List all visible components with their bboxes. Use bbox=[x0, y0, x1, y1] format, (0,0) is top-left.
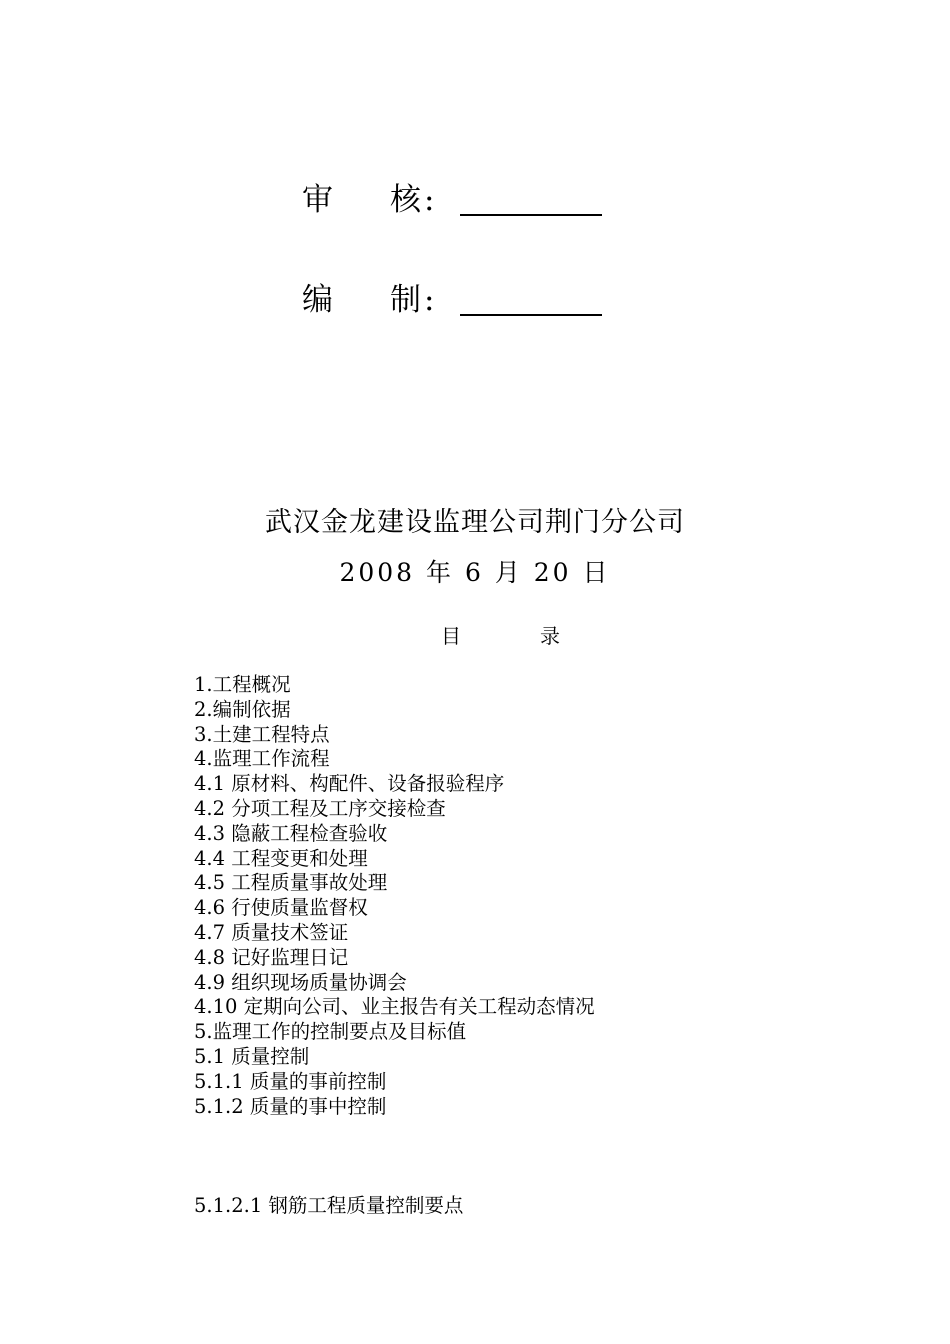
toc-item: 4.10 定期向公司、业主报告有关工程动态情况 bbox=[194, 995, 595, 1019]
toc-item: 4.4 工程变更和处理 bbox=[194, 846, 368, 870]
toc-item: 4.3 隐蔽工程检查验收 bbox=[194, 821, 388, 845]
review-label-char-1: 审 bbox=[302, 182, 333, 218]
toc-item: 4.8 记好监理日记 bbox=[194, 945, 349, 969]
toc-item: 5.1 质量控制 bbox=[194, 1044, 310, 1068]
toc-heading bbox=[0, 622, 950, 650]
company-name: 武汉金龙建设监理公司荆门分公司 bbox=[265, 507, 685, 538]
review-colon: : bbox=[424, 182, 435, 218]
toc-heading-char-1: 目 bbox=[441, 624, 461, 648]
document-date: 2008 年 6 月 20 日 bbox=[339, 558, 611, 587]
toc-item: 1.工程概况 bbox=[194, 673, 291, 696]
review-signature-row bbox=[302, 180, 612, 224]
toc-heading-char-2: 录 bbox=[540, 624, 560, 648]
toc-item: 4.监理工作流程 bbox=[194, 747, 330, 771]
compile-colon: : bbox=[424, 282, 435, 318]
toc-item: 4.5 工程质量事故处理 bbox=[194, 871, 388, 895]
review-label-char-2: 核 bbox=[390, 182, 421, 218]
compile-signature-blank bbox=[460, 314, 602, 316]
toc-item: 4.2 分项工程及工序交接检查 bbox=[194, 796, 446, 820]
compile-signature-row bbox=[302, 280, 612, 324]
toc-item-continued: 5.1.2.1 钢筋工程质量控制要点 bbox=[194, 1194, 464, 1217]
toc-item: 5.1.2 质量的事中控制 bbox=[194, 1094, 387, 1118]
toc-item: 5.监理工作的控制要点及目标值 bbox=[194, 1020, 467, 1044]
compile-label-char-1: 编 bbox=[302, 282, 333, 318]
toc-item: 2.编制依据 bbox=[194, 697, 291, 721]
toc-item: 5.1.1 质量的事前控制 bbox=[194, 1069, 387, 1093]
toc-item: 4.7 质量技术签证 bbox=[194, 920, 349, 944]
toc-item: 4.9 组织现场质量协调会 bbox=[194, 970, 407, 994]
compile-label-char-2: 制 bbox=[390, 282, 421, 318]
review-signature-blank bbox=[460, 214, 602, 216]
toc-list bbox=[194, 673, 894, 1119]
toc-item: 4.1 原材料、构配件、设备报验程序 bbox=[194, 772, 505, 796]
toc-item: 4.6 行使质量监督权 bbox=[194, 896, 368, 920]
toc-item: 3.土建工程特点 bbox=[194, 722, 330, 746]
